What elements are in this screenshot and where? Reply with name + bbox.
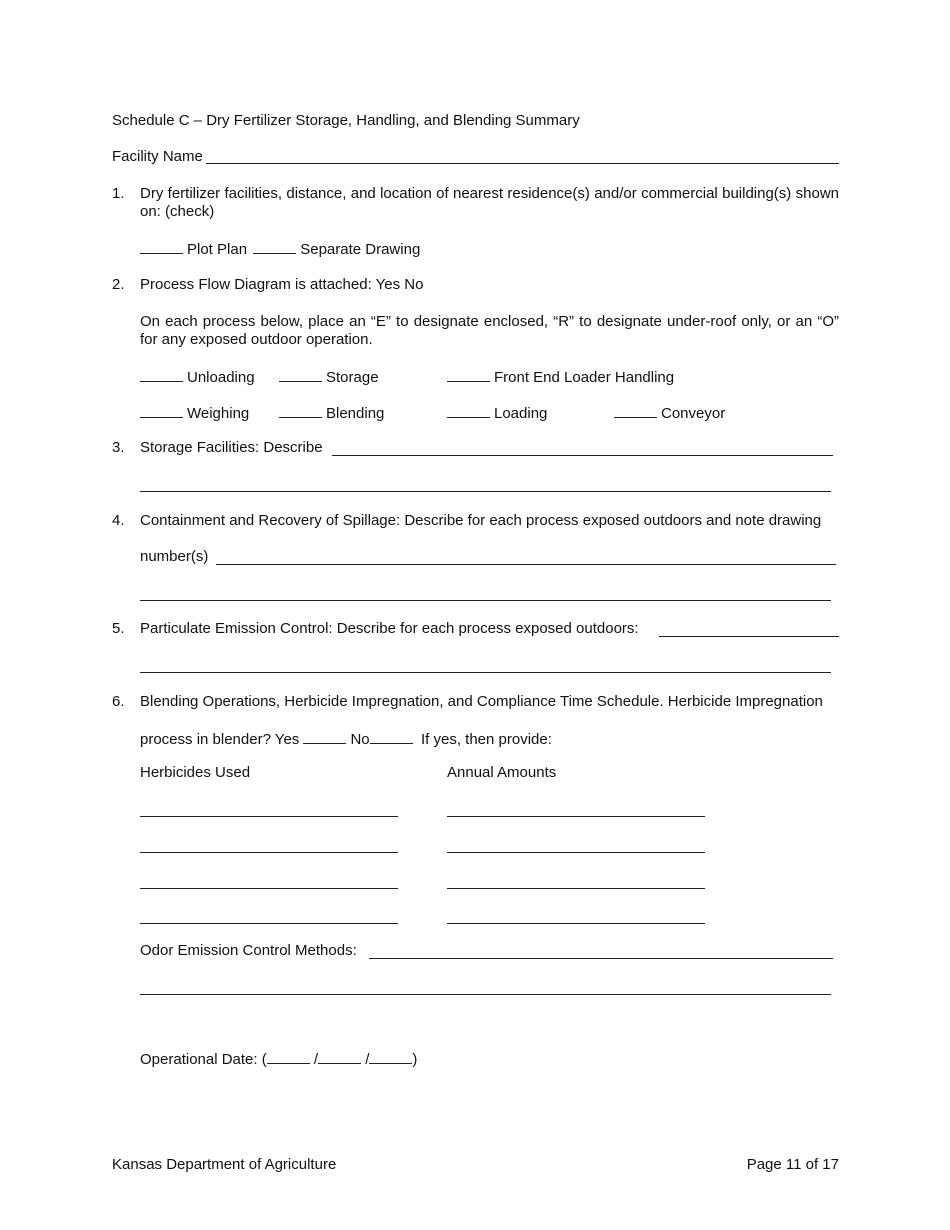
item-number: 1.	[112, 185, 125, 202]
item-6-question	[140, 729, 552, 749]
item-4-text2: number(s)	[140, 548, 209, 565]
item-2-instructions: On each process below, place an “E” to designate enclosed, “R” to designate under-roof only, or an “O” for any exposed outdoor operation.	[140, 313, 839, 348]
storage-describe-field[interactable]	[332, 455, 833, 456]
amount-field[interactable]	[447, 923, 705, 924]
item-1-text: Dry fertilizer facilities, distance, and location of nearest residence(s) and/or commercial building(s) shown on: (check)	[140, 185, 839, 220]
item-1-options	[140, 239, 420, 259]
process-blank[interactable]	[279, 403, 322, 418]
herbicide-field[interactable]	[140, 816, 398, 817]
blender-question: process in blender? Yes	[140, 731, 300, 748]
annual-amounts-heading: Annual Amounts	[447, 764, 557, 781]
process-label: Conveyor	[661, 405, 726, 422]
facility-name-field[interactable]	[206, 163, 839, 164]
item-number: 5.	[112, 620, 125, 637]
spillage-drawing-field[interactable]	[216, 564, 836, 565]
herbicide-field[interactable]	[140, 888, 398, 889]
process-label: Loading	[494, 405, 548, 422]
process-label: Blending	[326, 405, 385, 422]
blender-if-yes: If yes, then provide:	[420, 731, 552, 748]
particulate-field-2[interactable]	[140, 672, 831, 673]
blender-no-label: No	[350, 731, 370, 748]
date-separator: /	[365, 1051, 370, 1068]
item-3-text: Storage Facilities: Describe	[140, 439, 323, 456]
process-blank[interactable]	[279, 367, 322, 382]
process-label: Unloading	[187, 369, 255, 386]
date-day-field[interactable]	[318, 1049, 361, 1064]
process-front-end-loader	[447, 367, 674, 387]
date-separator: /	[313, 1051, 319, 1068]
schedule-title: Schedule C – Dry Fertilizer Storage, Handling, and Blending Summary	[112, 112, 580, 129]
item-number: 6.	[112, 693, 125, 710]
item-number: 2.	[112, 276, 125, 293]
odor-emission-field[interactable]	[369, 958, 833, 959]
process-unloading	[140, 367, 255, 387]
date-year-field[interactable]	[369, 1049, 412, 1064]
process-weighing	[140, 403, 249, 423]
item-4-text: Containment and Recovery of Spillage: Describe for each process exposed outdoors and note drawing	[140, 512, 822, 529]
item-6-text: Blending Operations, Herbicide Impregnation, and Compliance Time Schedule. Herbicide Impregnation	[140, 693, 823, 710]
footer-page-number: Page 11 of 17	[746, 1156, 839, 1173]
storage-describe-field-2[interactable]	[140, 491, 831, 492]
process-label: Front End Loader Handling	[494, 369, 675, 386]
blender-yes-field[interactable]	[303, 729, 346, 744]
process-blank[interactable]	[447, 403, 490, 418]
spillage-drawing-field-2[interactable]	[140, 600, 831, 601]
process-label: Storage	[326, 369, 379, 386]
odor-emission-label: Odor Emission Control Methods:	[140, 942, 357, 959]
process-blank[interactable]	[140, 367, 183, 382]
plot-plan-label: Plot Plan	[187, 241, 248, 258]
process-loading	[447, 403, 547, 423]
process-storage	[279, 367, 379, 387]
operational-date	[140, 1049, 417, 1069]
amount-field[interactable]	[447, 816, 705, 817]
item-number: 3.	[112, 439, 125, 456]
footer-agency: Kansas Department of Agriculture	[112, 1156, 337, 1173]
item-2-text: Process Flow Diagram is attached: Yes No	[140, 276, 424, 293]
separate-drawing-checkbox[interactable]	[253, 239, 296, 254]
process-blank[interactable]	[614, 403, 657, 418]
amount-field[interactable]	[447, 888, 705, 889]
particulate-field[interactable]	[659, 636, 839, 637]
amount-field[interactable]	[447, 852, 705, 853]
process-label: Weighing	[187, 405, 250, 422]
item-5-text: Particulate Emission Control: Describe for each process exposed outdoors:	[140, 620, 639, 637]
process-blank[interactable]	[447, 367, 490, 382]
plot-plan-checkbox[interactable]	[140, 239, 183, 254]
odor-emission-field-2[interactable]	[140, 994, 831, 995]
process-blank[interactable]	[140, 403, 183, 418]
blender-no-field[interactable]	[370, 729, 413, 744]
process-blending	[279, 403, 384, 423]
separate-drawing-label: Separate Drawing	[300, 241, 421, 258]
operational-date-label: Operational Date: (	[140, 1051, 267, 1068]
date-month-field[interactable]	[267, 1049, 310, 1064]
herbicide-field[interactable]	[140, 852, 398, 853]
process-conveyor	[614, 403, 725, 423]
herbicides-used-heading: Herbicides Used	[140, 764, 251, 781]
herbicide-field[interactable]	[140, 923, 398, 924]
item-number: 4.	[112, 512, 125, 529]
facility-name-label: Facility Name	[112, 148, 203, 165]
date-close: )	[412, 1051, 418, 1068]
